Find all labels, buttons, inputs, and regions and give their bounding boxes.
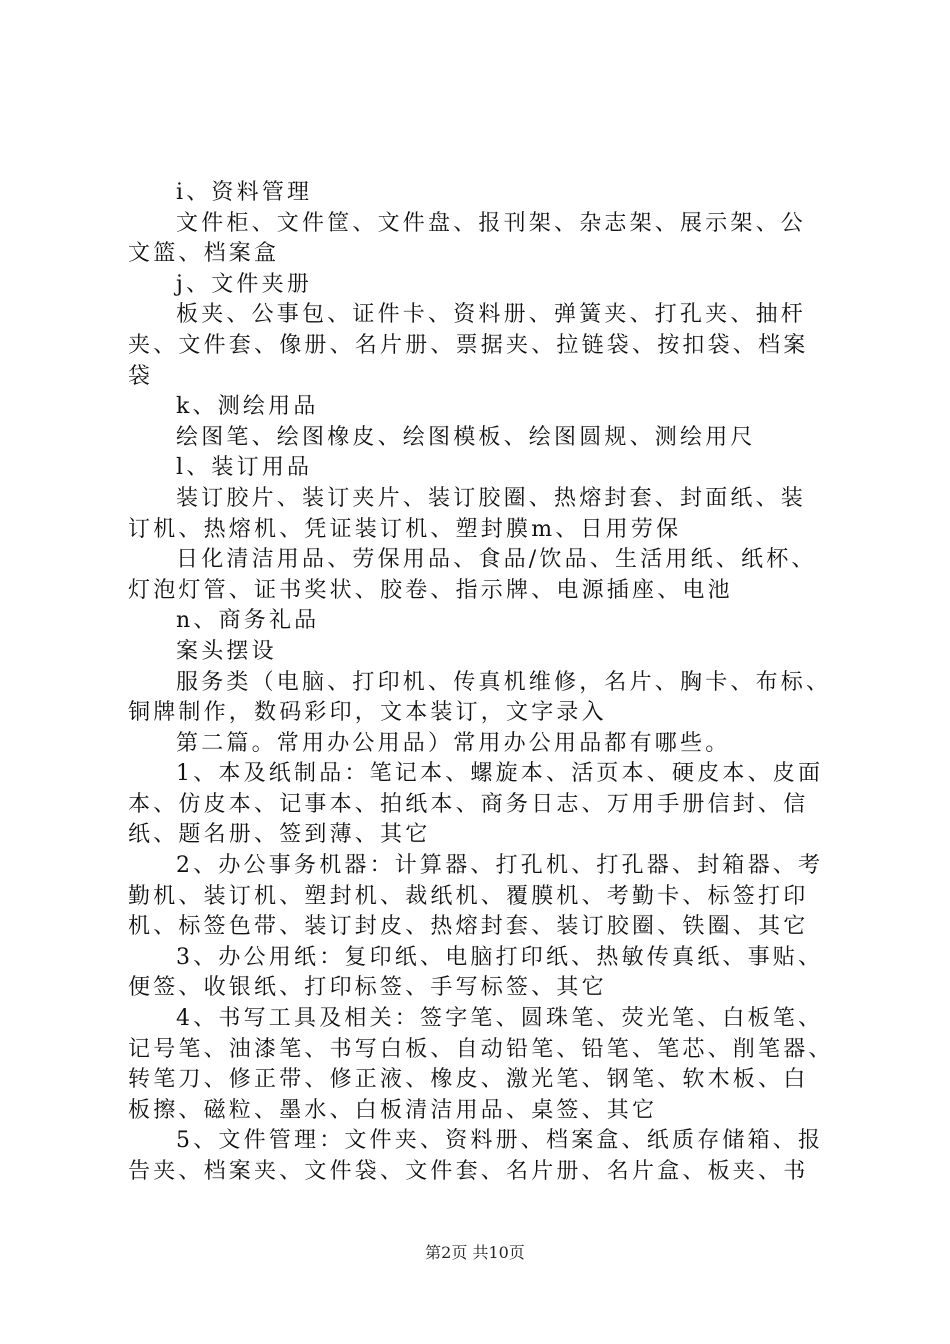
text-line: n、商务礼品 [176, 608, 320, 634]
text-line: 订机、热熔机、凭证装订机、塑封膜m、日用劳保 [128, 516, 682, 542]
text-line: 铜牌制作，数码彩印，文本装订，文字录入 [128, 700, 607, 726]
text-line: 1、本及纸制品：笔记本、螺旋本、活页本、硬皮本、皮面 [176, 761, 824, 787]
text-line: 第二篇。常用办公用品）常用办公用品都有哪些。 [176, 730, 731, 756]
text-line: 板擦、磁粒、墨水、白板清洁用品、桌签、其它 [128, 1097, 658, 1123]
text-line: 4、书写工具及相关：签字笔、圆珠笔、荧光笔、白板笔、 [176, 1006, 824, 1032]
text-line: 夹、文件套、像册、名片册、票据夹、拉链袋、按扣袋、档案 [128, 332, 809, 358]
text-line: 案头摆设 [176, 638, 277, 664]
text-line: 5、文件管理：文件夹、资料册、档案盒、纸质存储箱、报 [176, 1128, 824, 1154]
text-line: 绘图笔、绘图橡皮、绘图模板、绘图圆规、测绘用尺 [176, 424, 756, 450]
document-body [128, 178, 834, 1188]
text-line: 文件柜、文件筐、文件盘、报刊架、杂志架、展示架、公 [176, 210, 807, 236]
text-line: 机、标签色带、装订封皮、热熔封套、装订胶圈、铁圈、其它 [128, 914, 809, 940]
text-line: i、资料管理 [176, 180, 313, 205]
text-line: 日化清洁用品、劳保用品、食品/饮品、生活用纸、纸杯、 [176, 547, 817, 573]
text-line: 2、办公事务机器：计算器、打孔机、打孔器、封箱器、考 [176, 853, 824, 879]
text-line: 转笔刀、修正带、修正液、橡皮、激光笔、钢笔、软木板、白 [128, 1067, 809, 1093]
text-line: 板夹、公事包、证件卡、资料册、弹簧夹、打孔夹、抽杆 [176, 302, 807, 328]
text-line: l、装订用品 [176, 455, 313, 481]
text-line: 袋 [128, 363, 154, 389]
page-footer: 第2页 共10页 [425, 1243, 525, 1262]
text-line: 记号笔、油漆笔、书写白板、自动铅笔、铅笔、笔芯、削笔器、 [128, 1036, 834, 1062]
text-line: j、文件夹册 [176, 271, 313, 297]
text-line: 本、仿皮本、记事本、拍纸本、商务日志、万用手册信封、信 [128, 791, 809, 817]
text-line: 灯泡灯管、证书奖状、胶卷、指示牌、电源插座、电池 [128, 577, 733, 603]
text-line: 服务类（电脑、打印机、传真机维修，名片、胸卡、布标、 [176, 669, 832, 695]
text-line: 3、办公用纸：复印纸、电脑打印纸、热敏传真纸、事贴、 [176, 944, 824, 970]
text-line: k、测绘用品 [176, 394, 319, 420]
text-line: 便签、收银纸、打印标签、手写标签、其它 [128, 975, 607, 1001]
text-line: 纸、题名册、签到薄、其它 [128, 822, 431, 848]
text-line: 告夹、档案夹、文件袋、文件套、名片册、名片盒、板夹、书 [128, 1159, 809, 1184]
text-line: 文篮、档案盒 [128, 241, 280, 267]
text-line: 装订胶片、装订夹片、装订胶圈、热熔封套、封面纸、装 [176, 485, 807, 511]
text-line: 勤机、装订机、塑封机、裁纸机、覆膜机、考勤卡、标签打印 [128, 883, 809, 909]
